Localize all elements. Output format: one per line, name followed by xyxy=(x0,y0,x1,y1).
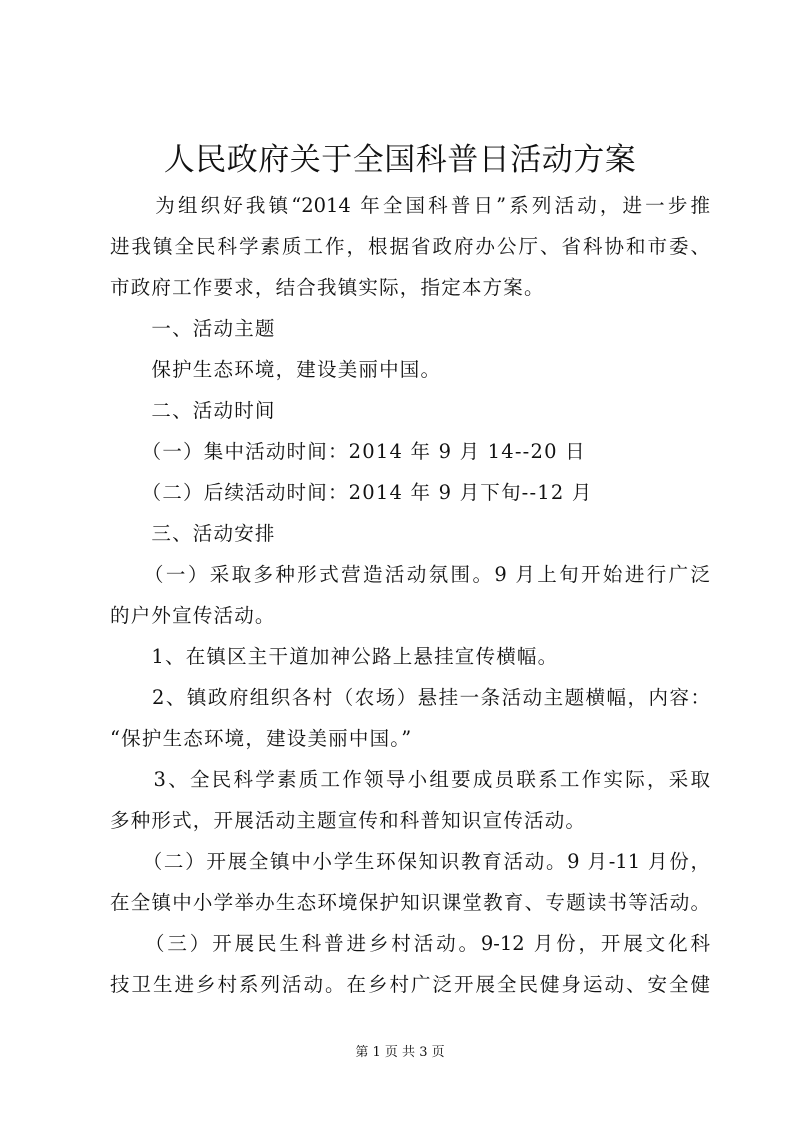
document-title: 人民政府关于全国科普日活动方案 xyxy=(163,142,637,178)
text-line: （三）开展民生科普进乡村活动。9-12 月份，开展文化科 xyxy=(110,932,710,955)
text-line: 技卫生进乡村系列活动。在乡村广泛开展全民健身运动、安全健 xyxy=(110,973,710,996)
text-line: （二）开展全镇中小学生环保知识教育活动。9 月-11 月份， xyxy=(110,850,710,873)
text-line: 2、镇政府组织各村（农场）悬挂一条活动主题横幅，内容： xyxy=(110,686,710,709)
text-line: 的户外宣传活动。 xyxy=(110,604,276,627)
text-line: （一）集中活动时间：2014 年 9 月 14--20 日 xyxy=(110,440,586,463)
text-line: 保护生态环境，建设美丽中国。 xyxy=(110,358,442,381)
text-line: “保护生态环境，建设美丽中国。” xyxy=(110,727,413,750)
page-footer: 第 1 页 共 3 页 xyxy=(355,1045,445,1060)
text-line: 市政府工作要求，结合我镇实际，指定本方案。 xyxy=(110,276,545,299)
section-heading: 一、活动主题 xyxy=(110,317,276,340)
text-line: 为组织好我镇“2014 年全国科普日”系列活动，进一步推 xyxy=(110,194,710,217)
text-line: （一）采取多种形式营造活动氛围。9 月上旬开始进行广泛 xyxy=(110,563,710,586)
text-line: （二）后续活动时间：2014 年 9 月下旬--12 月 xyxy=(110,481,593,504)
text-line: 在全镇中小学举办生态环境保护知识课堂教育、专题读书等活动。 xyxy=(110,891,710,914)
text-line: 多种形式，开展活动主题宣传和科普知识宣传活动。 xyxy=(110,809,587,832)
section-heading: 三、活动安排 xyxy=(110,522,276,545)
text-line: 1、在镇区主干道加神公路上悬挂宣传横幅。 xyxy=(110,645,559,668)
text-line: 3、全民科学素质工作领导小组要成员联系工作实际，采取 xyxy=(110,768,710,791)
text-line: 进我镇全民科学素质工作，根据省政府办公厅、省科协和市委、 xyxy=(110,235,710,258)
section-heading: 二、活动时间 xyxy=(110,399,276,422)
